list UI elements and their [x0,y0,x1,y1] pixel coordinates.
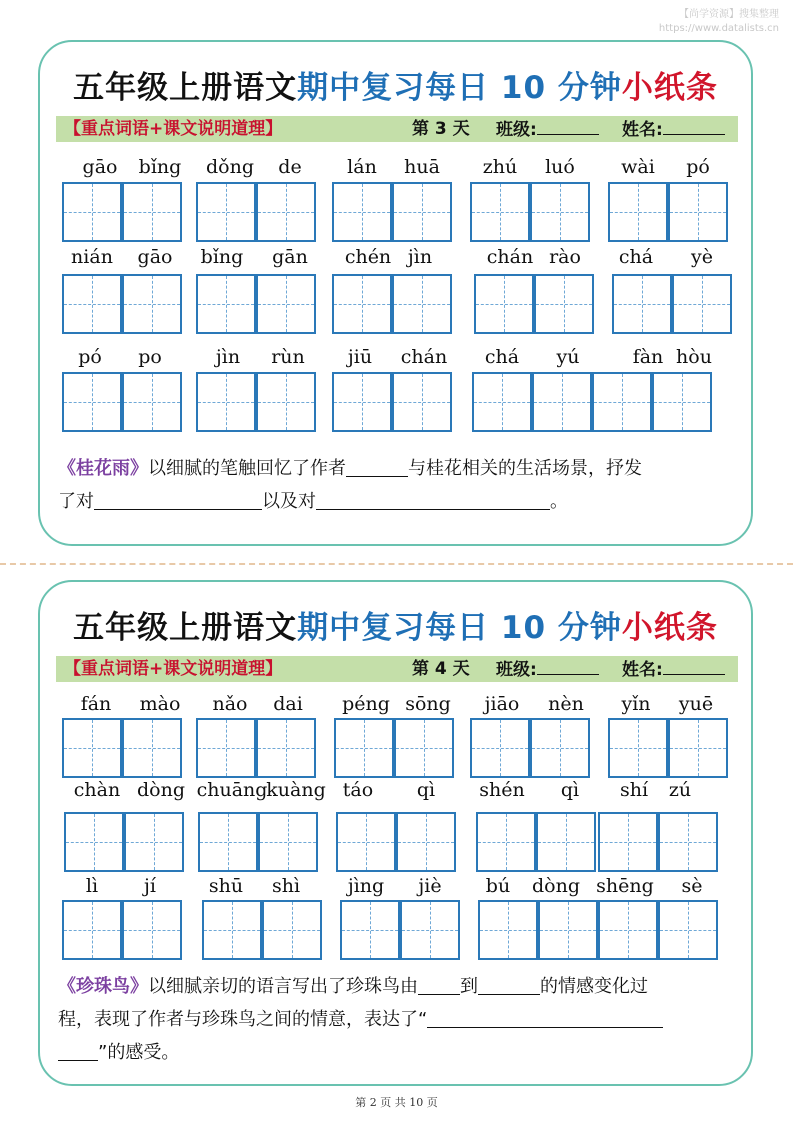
pinyin: bǐng [200,246,244,268]
pinyin: yè [691,246,713,268]
pinyin: yú [556,346,580,368]
pinyin: gāo [137,246,173,268]
pinyin: chén [344,246,392,268]
pinyin: de [278,156,302,178]
card-title [40,602,751,648]
fill-blank[interactable] [478,974,540,995]
writing-box[interactable] [396,812,456,872]
summary-paragraph [58,970,742,1069]
pinyin: chán [486,246,534,268]
writing-box[interactable] [536,812,596,872]
info-band [56,116,738,142]
class-label: 班级: [496,660,537,680]
pinyin: jìn [407,246,433,268]
pinyin: lì [85,875,99,897]
pinyin: nèn [548,693,584,715]
writing-box[interactable] [258,812,318,872]
writing-box[interactable] [340,900,400,960]
pinyin: mào [139,693,181,715]
class-field[interactable] [496,656,599,683]
band-label: 【重点词语+课文说明道理】 [64,659,283,679]
writing-box[interactable] [598,812,658,872]
title-part-grade: 五年级上册语文 [73,70,298,106]
day-label: 第 4 天 [412,659,470,679]
writing-box[interactable] [392,372,452,432]
writing-box[interactable] [122,182,182,242]
fill-blank[interactable] [427,1007,663,1028]
writing-box[interactable] [336,812,396,872]
summary-text: 以细腻的笔触回忆了作者 [148,458,346,479]
summary-text: 以细腻亲切的语言写出了珍珠鸟由 [148,976,418,997]
pinyin: chá [618,246,654,268]
pinyin: qì [416,779,436,801]
pinyin: sè [681,875,703,897]
summary-text: 与桂花相关的生活场景，抒发 [408,458,642,479]
pinyin: zú [668,779,692,801]
pinyin: nián [71,246,113,268]
writing-box[interactable] [470,182,530,242]
pinyin: gāo [82,156,118,178]
name-blank[interactable] [663,116,725,135]
book-title: 《桂花雨》 [58,458,148,479]
writing-box[interactable] [62,900,122,960]
pinyin: sōng [405,693,451,715]
pinyin: shì [271,875,301,897]
pinyin: chán [400,346,448,368]
pinyin: shū [208,875,244,897]
writing-box[interactable] [658,900,718,960]
writing-box[interactable] [256,718,316,778]
day-label: 第 3 天 [412,119,470,139]
writing-box[interactable] [256,182,316,242]
pinyin: shēng [596,875,654,897]
class-label: 班级: [496,120,537,140]
worksheet-card-day3 [38,40,753,546]
writing-box[interactable] [392,182,452,242]
summary-text: 以及对 [262,491,316,512]
pinyin: fàn [632,346,664,368]
writing-box[interactable] [198,812,258,872]
writing-box[interactable] [62,274,122,334]
writing-box[interactable] [262,900,322,960]
pinyin: po [138,346,162,368]
fill-blank[interactable] [58,1040,98,1061]
writing-box[interactable] [64,812,124,872]
name-field[interactable] [622,656,725,683]
writing-box[interactable] [332,274,392,334]
writing-box[interactable] [202,900,262,960]
pinyin: gān [272,246,308,268]
fill-blank[interactable] [418,974,460,995]
pinyin: hòu [676,346,712,368]
pinyin: pó [78,346,102,368]
writing-box[interactable] [62,182,122,242]
pinyin: wài [621,156,655,178]
pinyin: huā [404,156,440,178]
pinyin: shí [619,779,649,801]
title-part-review: 期中复习每日 10 分钟 [297,610,622,646]
cut-line [0,563,793,565]
pinyin: pó [686,156,710,178]
writing-box[interactable] [672,274,732,334]
band-label: 【重点词语+课文说明道理】 [64,119,283,139]
class-field[interactable] [496,116,599,143]
pinyin: qì [560,779,580,801]
name-label: 姓名: [622,120,663,140]
card-title [40,62,751,108]
summary-text: 的情感变化过 [540,976,648,997]
class-blank[interactable] [537,656,599,675]
pinyin: dòng [136,779,185,801]
pinyin: rùn [271,346,305,368]
summary-text: 了对 [58,491,94,512]
pinyin: zhú [482,156,518,178]
pinyin: jiāo [484,693,520,715]
fill-blank[interactable] [316,489,550,510]
writing-box[interactable] [472,372,532,432]
pinyin: luó [545,156,575,178]
pinyin: táo [342,779,374,801]
pinyin: rào [549,246,581,268]
writing-box[interactable] [598,900,658,960]
pinyin: jiū [347,346,373,368]
pinyin: chuāng [196,779,268,801]
writing-box[interactable] [122,372,182,432]
writing-box[interactable] [608,182,668,242]
name-label: 姓名: [622,660,663,680]
book-title: 《珍珠鸟》 [58,976,148,997]
pinyin: yǐn [621,693,651,715]
writing-box[interactable] [470,718,530,778]
writing-box[interactable] [62,718,122,778]
fill-blank[interactable] [94,489,262,510]
pinyin: jìn [215,346,241,368]
writing-box[interactable] [392,274,452,334]
writing-box[interactable] [474,274,534,334]
writing-box[interactable] [608,718,668,778]
writing-box[interactable] [256,372,316,432]
writing-box[interactable] [332,372,392,432]
writing-box[interactable] [62,372,122,432]
summary-text: 到 [460,976,478,997]
writing-box[interactable] [196,372,256,432]
writing-box[interactable] [532,372,592,432]
writing-box[interactable] [334,718,394,778]
pinyin: dǒng [205,156,254,178]
writing-box[interactable] [196,718,256,778]
writing-box[interactable] [196,274,256,334]
writing-box[interactable] [668,182,728,242]
summary-paragraph [58,452,742,518]
pinyin: bú [485,875,511,897]
writing-box[interactable] [196,182,256,242]
name-field[interactable] [622,116,725,143]
class-blank[interactable] [537,116,599,135]
fill-blank[interactable] [346,456,408,477]
writing-box[interactable] [122,718,182,778]
writing-box[interactable] [400,900,460,960]
watermark-source: 【尚学资源】搜集整理 [679,9,779,20]
pinyin: dòng [531,875,580,897]
writing-box[interactable] [668,718,728,778]
writing-box[interactable] [534,274,594,334]
pinyin: yuē [678,693,714,715]
summary-text: 程，表现了作者与珍珠鸟之间的情意，表达了“ [58,1009,428,1030]
worksheet-card-day4 [38,580,753,1086]
writing-box[interactable] [122,900,182,960]
page-number: 第 2 页 共 10 页 [355,1096,438,1109]
writing-box[interactable] [478,900,538,960]
pinyin: chá [484,346,520,368]
pinyin: jìng [347,875,385,897]
writing-box[interactable] [530,182,590,242]
writing-box[interactable] [538,900,598,960]
writing-box[interactable] [256,274,316,334]
writing-box[interactable] [612,274,672,334]
title-part-review: 期中复习每日 10 分钟 [297,70,622,106]
pinyin: lán [347,156,377,178]
watermark [659,8,779,36]
pinyin: kuàng [266,779,326,801]
pinyin: nǎo [212,693,248,715]
pinyin: péng [342,693,390,715]
summary-text: ”的感受。 [98,1042,180,1063]
name-blank[interactable] [663,656,725,675]
summary-text: 。 [550,491,568,512]
writing-box[interactable] [124,812,184,872]
writing-box[interactable] [394,718,454,778]
pinyin: dai [273,693,303,715]
writing-box[interactable] [652,372,712,432]
pinyin: fán [80,693,112,715]
watermark-url: https://www.datalists.cn [658,23,779,34]
pinyin: shén [479,779,525,801]
info-band [56,656,738,682]
title-part-grade: 五年级上册语文 [73,610,298,646]
title-part-note: 小纸条 [621,70,718,106]
writing-box[interactable] [658,812,718,872]
writing-box[interactable] [122,274,182,334]
pinyin: jí [144,875,156,897]
writing-box[interactable] [332,182,392,242]
writing-box[interactable] [476,812,536,872]
writing-box[interactable] [530,718,590,778]
writing-box[interactable] [592,372,652,432]
pinyin: chàn [73,779,121,801]
pinyin: jiè [418,875,442,897]
title-part-note: 小纸条 [621,610,718,646]
pinyin: bǐng [138,156,182,178]
